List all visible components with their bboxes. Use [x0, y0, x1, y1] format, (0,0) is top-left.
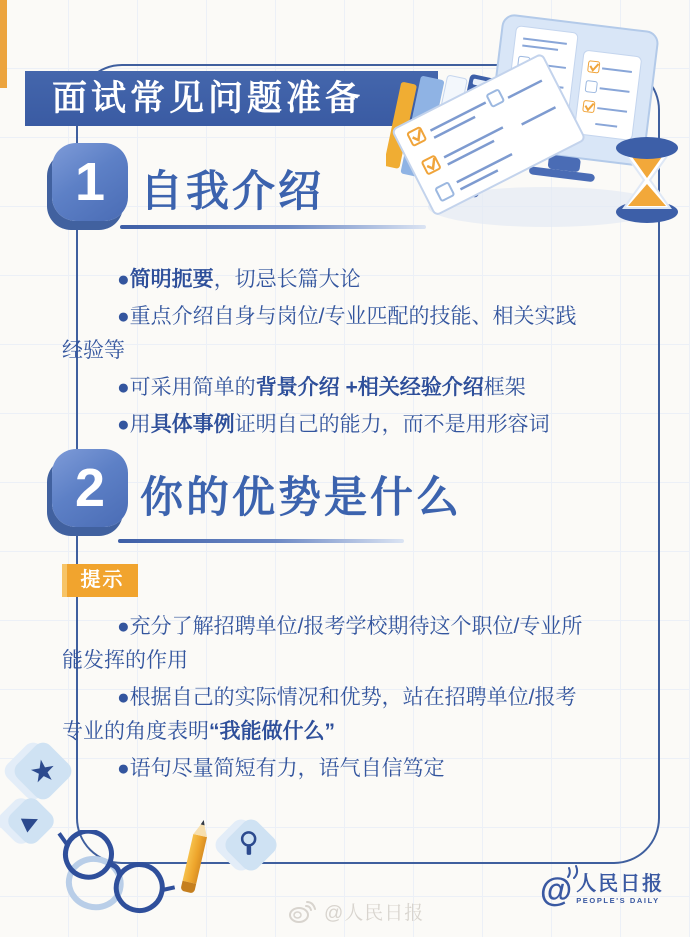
section-1-underline	[120, 225, 426, 229]
section-1-bullets	[62, 263, 597, 445]
magnifier-icon	[238, 830, 264, 861]
star-icon: ★	[26, 752, 60, 790]
section-1-title: 自我介绍	[140, 168, 324, 216]
weibo-icon	[288, 900, 316, 924]
section-1-number: 1	[74, 152, 106, 212]
section-2-title: 你的优势是什么	[140, 474, 462, 522]
interview-checklist-illustration	[386, 2, 686, 240]
section-2-number-badge	[52, 449, 128, 527]
bullet-point: ●重点介绍自身与岗位/专业匹配的技能、相关实践经验等	[62, 305, 577, 362]
bullet-point: ●简明扼要，切忌长篇大论	[117, 268, 361, 291]
section-2-number: 2	[74, 458, 106, 518]
bullet-point: ●用具体事例证明自己的能力，而不是用形容词	[117, 413, 550, 436]
logo-sound-waves-icon	[564, 865, 584, 879]
logo-tagline: PEOPLE'S DAILY	[576, 896, 660, 905]
bullet-point: ●可采用简单的背景介绍 +相关经验介绍框架	[117, 376, 526, 399]
pencil-end	[180, 881, 196, 894]
bullet-point: ●语句尽量简短有力，语气自信笃定	[117, 757, 445, 780]
logo-at-symbol: @	[540, 871, 573, 908]
glasses-icon	[46, 830, 196, 920]
section-2-underline	[118, 539, 404, 543]
bullet-point: ●根据自己的实际情况和优势，站在招聘单位/报考专业的角度表明“我能做什么”	[62, 686, 577, 743]
triangle-icon: ▶	[19, 808, 43, 835]
logo-name: 人民日报	[576, 873, 665, 895]
tip-badge: 提示	[62, 564, 138, 597]
weibo-watermark	[288, 898, 424, 925]
header-banner	[25, 71, 438, 126]
hourglass-icon	[616, 137, 678, 223]
peoples-daily-logo	[540, 872, 664, 908]
watermark-text: @人民日报	[324, 903, 425, 924]
left-accent-strip	[0, 0, 7, 88]
header-banner-title: 面试常见问题准备	[52, 79, 365, 118]
bullet-point: ●充分了解招聘单位/报考学校期待这个职位/专业所能发挥的作用	[62, 615, 583, 672]
section-2-bullets	[62, 610, 597, 789]
section-1-number-badge	[52, 143, 128, 221]
